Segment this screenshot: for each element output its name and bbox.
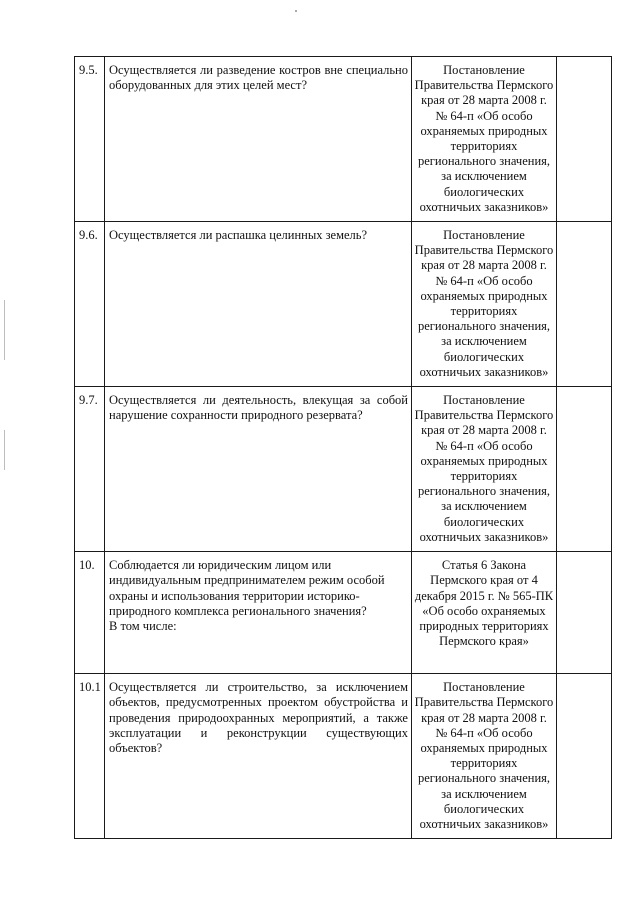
item-number: 9.6.: [75, 222, 105, 387]
item-number: 9.7.: [75, 387, 105, 552]
item-legal-basis: Постановление Правительства Пермского края от 28 марта 2008 г. № 64-п «Об особо охраняемых природных территориях регионального значения, за исключением биологических охотничьих заказников»: [412, 674, 557, 839]
item-question: Осуществляется ли разведение костров вне специально оборудованных для этих целей мест?: [105, 57, 412, 222]
item-question-cell: [105, 552, 412, 674]
scan-edge-mark: [4, 300, 5, 360]
item-answer-cell: [557, 57, 612, 222]
item-legal-basis: Статья 6 Закона Пермского края от 4 декабря 2015 г. № 565-ПК «Об особо охраняемых природных территориях Пермского края»: [412, 552, 557, 674]
item-number: 10.: [75, 552, 105, 674]
table-row: [75, 552, 612, 674]
item-answer-cell: [557, 387, 612, 552]
item-question: Осуществляется ли распашка целинных земель?: [105, 222, 412, 387]
item-legal-basis: Постановление Правительства Пермского края от 28 марта 2008 г. № 64-п «Об особо охраняемых природных территориях регионального значения, за исключением биологических охотничьих заказников»: [412, 222, 557, 387]
item-answer-cell: [557, 674, 612, 839]
table-row: [75, 57, 612, 222]
item-number: 9.5.: [75, 57, 105, 222]
item-question: Соблюдается ли юридическим лицом или индивидуальным предпринимателем режим особой охраны и использования территории историко-природного комплекса регионального значения?: [109, 558, 385, 618]
item-number: 10.1: [75, 674, 105, 839]
item-legal-basis: Постановление Правительства Пермского края от 28 марта 2008 г. № 64-п «Об особо охраняемых природных территориях регионального значения, за исключением биологических охотничьих заказников»: [412, 387, 557, 552]
table-row: [75, 674, 612, 839]
table-row: [75, 222, 612, 387]
item-question-subheading: В том числе:: [109, 618, 177, 633]
table-row: [75, 387, 612, 552]
item-question: Осуществляется ли строительство, за исключением объектов, предусмотренных проектом обустройства и проведения природоохранных мероприятий, а также эксплуатации и реконструкции существующих объектов?: [105, 674, 412, 839]
scan-edge-mark: [4, 430, 5, 470]
checklist-table: [74, 56, 612, 839]
item-answer-cell: [557, 222, 612, 387]
scan-dust-mark: [295, 10, 297, 12]
item-legal-basis: Постановление Правительства Пермского края от 28 марта 2008 г. № 64-п «Об особо охраняемых природных территориях регионального значения, за исключением биологических охотничьих заказников»: [412, 57, 557, 222]
item-question: Осуществляется ли деятельность, влекущая за собой нарушение сохранности природного резервата?: [105, 387, 412, 552]
item-answer-cell: [557, 552, 612, 674]
